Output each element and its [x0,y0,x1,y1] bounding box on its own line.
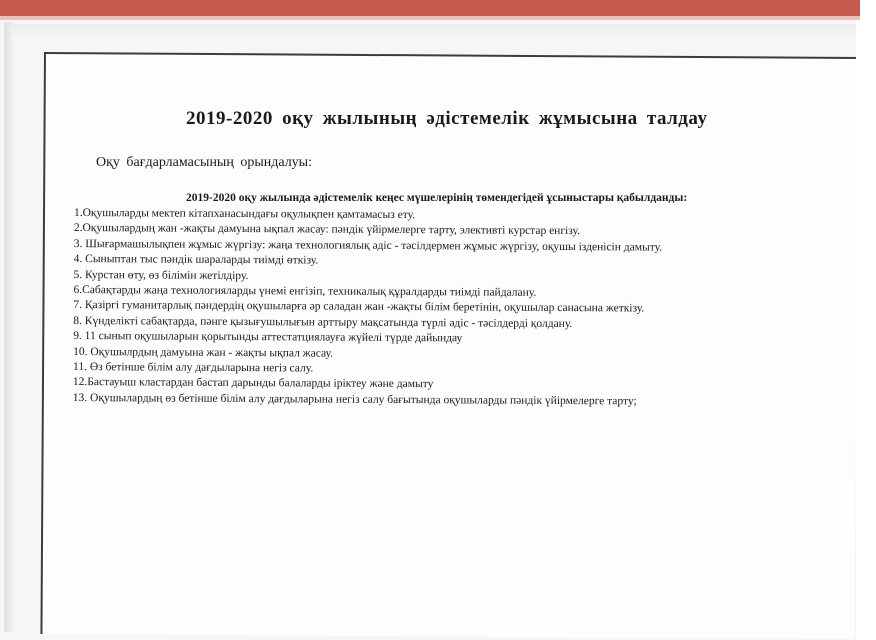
list-item: 7. Қазіргі гуманитарлық пәндердің оқушыларға әр саладан жан -жақты білім беретінін, оқушылар санасына жеткізу. [73,299,645,315]
list-item: 1.Оқушыларды мектеп кітапханасындағы оқулықпен қамтамасыз ету. [73,206,416,222]
list-item: 13. Оқушылардың өз бетінше білім алу дағдыларына негіз салу бағытында оқушыларды пәндік үйірмелерге тарту; [72,391,637,408]
sleeve-left-edge [4,22,14,632]
sleeve-top-edge [12,24,858,40]
binder-top-band [0,0,876,22]
section-heading: 2019-2020 оқу жылында әдістемелік кеңес мүшелерінің төмендегідей ұсыныстары қабылданды: [186,192,688,204]
list-item: 10. Оқушылрдың дамуына жан - жақты ықпал жасау. [73,345,334,360]
list-item: 6.Сабақтарды жаңа технологияларды үнемі енгізіп, техникалық құралдарды тиімді пайдалану. [73,283,537,299]
list-item: 11. Өз бетінше білім алу дағдыларына негіз салу. [72,360,314,375]
list-item: 8. Күнделікті сабақтарда, пәнге қызығушылығын арттыру мақсатында түрлі әдіс - тәсілдерді қолдану. [73,314,573,330]
document-title: 2019-2020 оқу жылының әдістемелік жұмысына талдау [186,108,708,129]
red-binder-edge [0,0,860,20]
list-item: 5. Курстан өту, өз білімін жетілдіру. [73,268,249,282]
list-item: 4. Сыныптан тыс пәндік шараларды тиімді өткізу. [73,253,319,267]
document-subtitle: Оқу бағдарламасының орындалуы: [96,155,312,170]
scan-right-margin [856,20,876,640]
list-item: 9. 11 сынып оқушыларын қорытынды аттестатциялауға жүйелі түрде дайындау [73,330,463,345]
list-item: 12.Бастауыш кластардан бастап дарынды балаларды іріктеу және дамыту [72,376,434,391]
list-item: 2.Оқушылардың жан -жақты дамуына ықпал жасау: пәндік үйірмелерге тарту, элективті курстар енгізу. [73,222,581,238]
list-item: 3. Шығармашылықпен жұмыс жүргізу: жаңа технологиялық әдіс - тәсілдермен жұмыс жүргізу, оқушы ізденісін дамыту. [73,237,663,254]
recommendations-list [73,206,663,410]
